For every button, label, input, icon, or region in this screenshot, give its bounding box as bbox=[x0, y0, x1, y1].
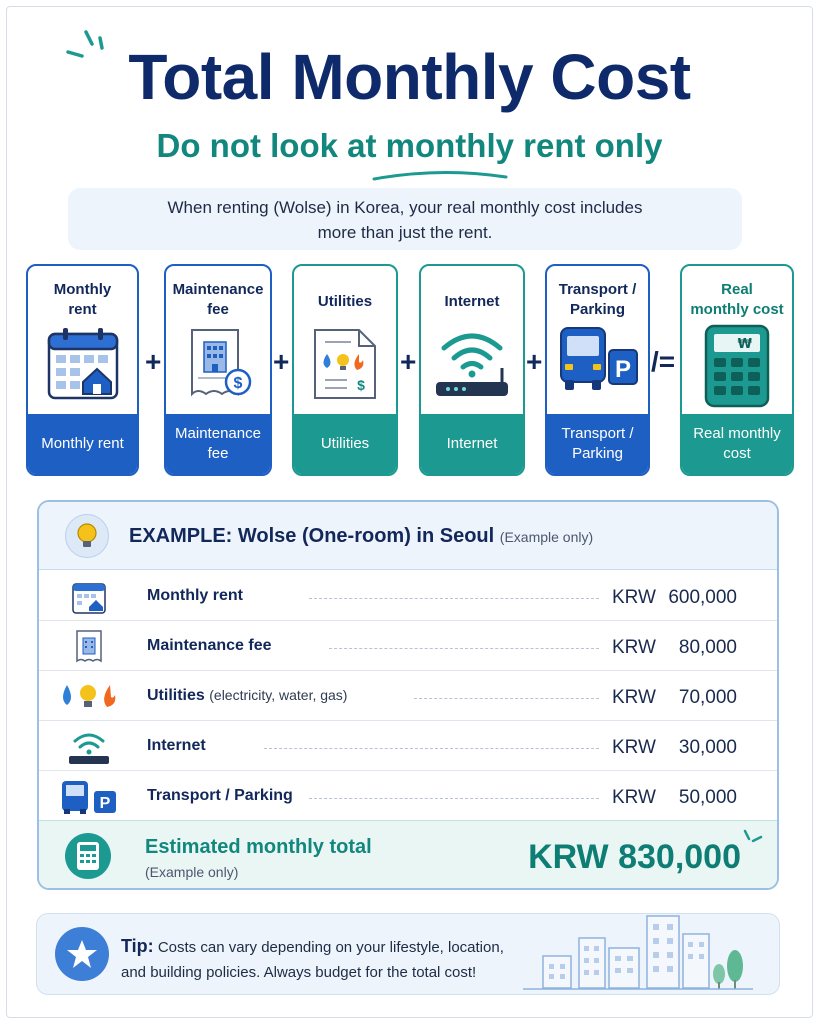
example-panel bbox=[37, 500, 779, 890]
page-title: Total Monthly Cost bbox=[128, 41, 691, 113]
card-maintenance-fee bbox=[164, 264, 272, 476]
card-foot: Internet bbox=[421, 414, 523, 474]
svg-text:P: P bbox=[614, 356, 631, 383]
row-value: 80,000 bbox=[678, 637, 737, 658]
table-row bbox=[39, 672, 777, 721]
star-icon bbox=[55, 927, 109, 981]
plus-operator: + bbox=[145, 346, 162, 377]
plus-operator: + bbox=[273, 346, 290, 377]
intro-line-2: more than just the rent. bbox=[317, 223, 493, 242]
total-row bbox=[39, 820, 777, 890]
row-currency: KRW bbox=[612, 587, 656, 608]
row-value: 50,000 bbox=[678, 787, 737, 808]
utility-bill-icon bbox=[307, 324, 383, 404]
page-subtitle: Do not look at monthly rent only bbox=[156, 127, 663, 164]
row-label: Maintenance fee bbox=[147, 637, 272, 654]
table-row bbox=[39, 722, 777, 771]
calendar-home-icon bbox=[57, 578, 121, 616]
card-monthly-rent bbox=[26, 264, 139, 476]
card-head: Internet bbox=[444, 293, 500, 310]
row-currency: KRW bbox=[612, 637, 656, 658]
total-note: (Example only) bbox=[145, 864, 239, 880]
building-bill-icon bbox=[178, 324, 258, 404]
card-head: Monthly rent bbox=[53, 281, 112, 318]
plus-operator: + bbox=[400, 346, 417, 377]
table-row bbox=[39, 622, 777, 671]
wifi-router-icon bbox=[57, 728, 121, 766]
row-leader bbox=[414, 698, 599, 699]
card-foot: Maintenance fee bbox=[166, 414, 270, 474]
row-leader bbox=[264, 748, 599, 749]
row-value: 600,000 bbox=[668, 587, 737, 608]
lightbulb-icon bbox=[65, 514, 109, 558]
row-currency: KRW bbox=[612, 737, 656, 758]
row-leader bbox=[329, 648, 599, 649]
row-currency: KRW bbox=[612, 787, 656, 808]
sparkle-icon bbox=[739, 827, 765, 853]
card-foot: Real monthly cost bbox=[682, 414, 792, 474]
building-bill-icon bbox=[57, 628, 121, 666]
bus-parking-icon bbox=[555, 324, 641, 394]
utilities-icon bbox=[57, 678, 121, 716]
card-utilities bbox=[292, 264, 398, 476]
card-internet bbox=[419, 264, 525, 476]
equals-operator: /= bbox=[651, 346, 676, 377]
city-buildings-icon bbox=[523, 913, 753, 992]
card-foot: Monthly rent bbox=[28, 414, 137, 474]
calculator-icon bbox=[702, 324, 772, 408]
row-leader bbox=[309, 798, 599, 799]
row-label: Transport / Parking bbox=[147, 787, 293, 804]
tip-label: Tip: bbox=[121, 936, 154, 956]
card-foot: Utilities bbox=[294, 414, 396, 474]
row-label: Utilities (electricity, water, gas) bbox=[147, 687, 348, 704]
wifi-router-icon bbox=[430, 324, 514, 402]
calculator-icon bbox=[65, 833, 111, 879]
table-row bbox=[39, 572, 777, 621]
tip-box bbox=[36, 913, 780, 995]
total-label: Estimated monthly total bbox=[145, 836, 372, 858]
svg-text:P: P bbox=[99, 795, 111, 812]
example-title: EXAMPLE: Wolse (One-room) in Seoul (Example only) bbox=[129, 525, 594, 547]
card-foot: Transport / Parking bbox=[547, 414, 648, 474]
svg-text:$: $ bbox=[357, 377, 365, 393]
svg-text:₩: ₩ bbox=[737, 337, 752, 352]
total-value: KRW 830,000 bbox=[528, 838, 741, 876]
row-label: Internet bbox=[147, 737, 206, 754]
card-head: Transport / Parking bbox=[558, 281, 637, 318]
card-head: Utilities bbox=[317, 293, 373, 310]
intro-box bbox=[68, 188, 742, 250]
card-transport-parking bbox=[545, 264, 650, 476]
card-head: Real monthly cost bbox=[690, 281, 784, 318]
calendar-home-icon bbox=[45, 324, 121, 402]
row-currency: KRW bbox=[612, 687, 656, 708]
row-value: 70,000 bbox=[678, 687, 737, 708]
card-real-monthly-cost bbox=[680, 264, 794, 476]
row-detail: (electricity, water, gas) bbox=[209, 687, 348, 703]
card-head: Maintenance fee bbox=[172, 281, 264, 318]
subtitle-underline bbox=[370, 169, 510, 183]
example-title-note: (Example only) bbox=[499, 529, 594, 545]
example-header bbox=[39, 502, 777, 570]
tip-text: Tip: Costs can vary depending on your lifestyle, location, and building policies. Always budget for the total cost! bbox=[121, 936, 504, 981]
plus-operator: + bbox=[526, 346, 543, 377]
svg-text:$: $ bbox=[233, 375, 243, 392]
row-leader bbox=[309, 598, 599, 599]
row-label: Monthly rent bbox=[147, 587, 243, 604]
intro-line-1: When renting (Wolse) in Korea, your real monthly cost includes bbox=[167, 198, 643, 217]
table-row bbox=[39, 772, 777, 821]
bus-parking-icon bbox=[57, 778, 121, 816]
row-value: 30,000 bbox=[678, 737, 737, 758]
